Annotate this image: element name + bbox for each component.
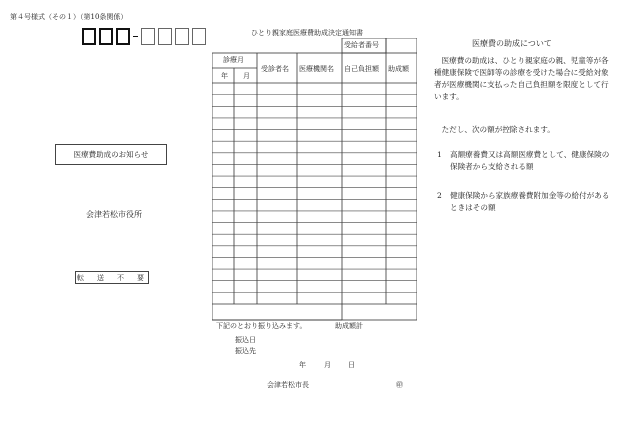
- transfer-note: 下記のとおり振り込みます。: [216, 322, 307, 330]
- header-patient: 受診者名: [261, 65, 289, 73]
- header-subsidy: 助成額: [388, 65, 409, 73]
- postal-box: [141, 28, 155, 45]
- recipient-number-label: 受給者番号: [344, 41, 379, 49]
- deduction-item-1-number: 1: [437, 150, 442, 159]
- header-year: 年: [221, 72, 228, 80]
- explanation-paragraph-2: ただし、次の額が控除されます。: [434, 125, 555, 134]
- header-institution: 医療機関名: [299, 65, 334, 73]
- postal-box: [192, 28, 206, 45]
- explanation-paragraph-1: 医療費の助成は、ひとり親家庭の親、児童等が各種健康保険で医師等の診療を受けた場合に受給対象者が医療機関に支払った自己負担額を限度として行います。: [434, 56, 609, 102]
- postal-box: [116, 28, 130, 45]
- postal-box: [175, 28, 189, 45]
- postal-box: [99, 28, 113, 45]
- postal-box: [82, 28, 96, 45]
- header-self-pay: 自己負担額: [344, 65, 379, 73]
- notice-label: 医療費助成のお知らせ: [73, 150, 149, 159]
- sender-name: 会津若松市役所: [86, 210, 142, 219]
- total-subsidy-label: 助成額計: [335, 322, 363, 330]
- notice-label-box: [55, 144, 167, 165]
- date-year: 年: [299, 361, 306, 369]
- subsidy-table: [212, 38, 417, 338]
- transfer-date-label: 振込日: [235, 336, 256, 344]
- transfer-label: 転 送 不 要: [77, 273, 147, 282]
- deduction-item-1-text: 高額療養費又は高額医療費として、健康保険の保険者から支給される額: [450, 150, 610, 172]
- postal-code-boxes: [82, 28, 209, 45]
- form-number: 第４号様式（その１）（第10条関係）: [10, 13, 128, 21]
- table-title: ひとり親家庭医療費助成決定通知書: [251, 29, 363, 37]
- subsidy-table-lines: [212, 38, 417, 338]
- deduction-item-2-number: 2: [437, 191, 442, 200]
- transfer-account-label: 振込先: [235, 347, 256, 355]
- header-shinryo-month: 診療月: [223, 56, 244, 64]
- explanation-heading: 医療費の助成について: [472, 39, 552, 48]
- transfer-label-box: [75, 271, 149, 284]
- mayor-title: 会津若松市長: [267, 381, 309, 389]
- deduction-item-2-text: 健康保険から家族療養費附加金等の給付があるときはその額: [450, 191, 610, 213]
- header-month: 月: [243, 72, 250, 80]
- seal-mark: ㊞: [396, 381, 403, 389]
- date-month: 月: [324, 361, 331, 369]
- date-day: 日: [348, 361, 355, 369]
- postal-box: [158, 28, 172, 45]
- postal-dash: [133, 36, 138, 37]
